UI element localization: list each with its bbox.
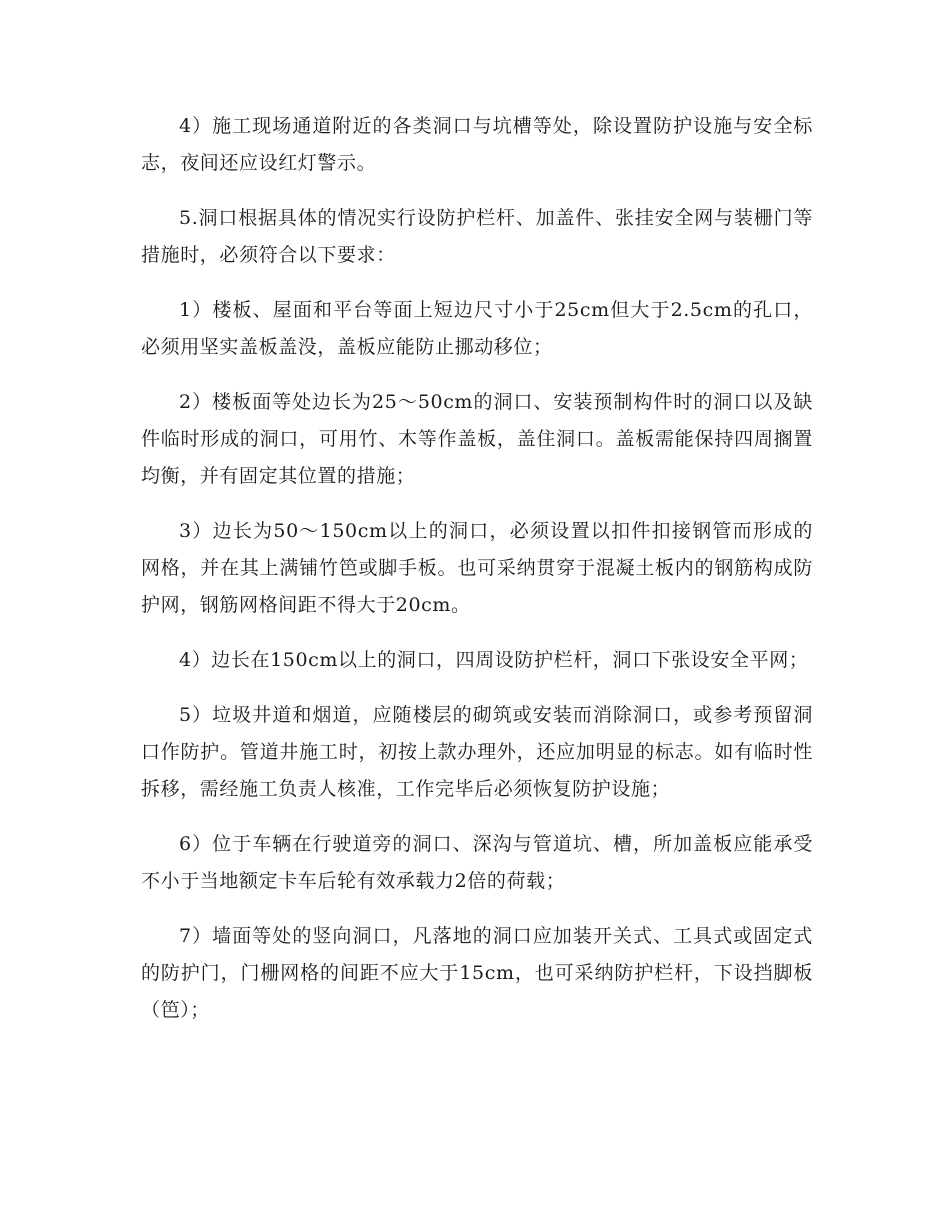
paragraph-medium-opening-cover: 2）楼板面等处边长为25～50cm的洞口、安装预制构件时的洞口以及缺件临时形成的洞口，可用竹、木等作盖板，盖住洞口。盖板需能保持四周搁置均衡，并有固定其位置的措施； bbox=[141, 391, 813, 487]
paragraph-opening-measures-intro: 5.洞口根据具体的情况实行设防护栏杆、加盖件、张挂安全网与装栅门等措施时，必须符合以下要求： bbox=[141, 207, 813, 266]
paragraph-night-warning: 4）施工现场通道附近的各类洞口与坑槽等处，除设置防护设施与安全标志，夜间还应设红灯警示。 bbox=[141, 115, 813, 174]
paragraph-small-hole-cover: 1）楼板、屋面和平台等面上短边尺寸小于25cm但大于2.5cm的孔口，必须用坚实盖板盖没，盖板应能防止挪动移位； bbox=[141, 299, 813, 358]
paragraph-vertical-opening: 7）墙面等处的竖向洞口，凡落地的洞口应加装开关式、工具式或固定式的防护门，门栅网格的间距不应大于15cm，也可采纳防护栏杆，下设挡脚板（笆）； bbox=[141, 925, 813, 1021]
paragraph-large-opening-railing: 4）边长在150cm以上的洞口，四周设防护栏杆，洞口下张设安全平网； bbox=[179, 649, 809, 671]
paragraph-shaft-flue: 5）垃圾井道和烟道，应随楼层的砌筑或安装而消除洞口，或参考预留洞口作防护。管道井施工时，初按上款办理外，还应加明显的标志。如有临时性拆移，需经施工负责人核准，工作完毕后必须恢复防护设施； bbox=[141, 704, 813, 800]
paragraph-steel-grid: 3）边长为50～150cm以上的洞口，必须设置以扣件扣接钢管而形成的网格，并在其上满铺竹笆或脚手板。也可采纳贯穿于混凝土板内的钢筋构成防护网，钢筋网格间距不得大于20cm。 bbox=[141, 520, 813, 616]
document-body bbox=[141, 108, 813, 1047]
paragraph-vehicle-load: 6）位于车辆在行驶道旁的洞口、深沟与管道坑、槽，所加盖板应能承受不小于当地额定卡车后轮有效承载力2倍的荷载； bbox=[141, 833, 813, 892]
